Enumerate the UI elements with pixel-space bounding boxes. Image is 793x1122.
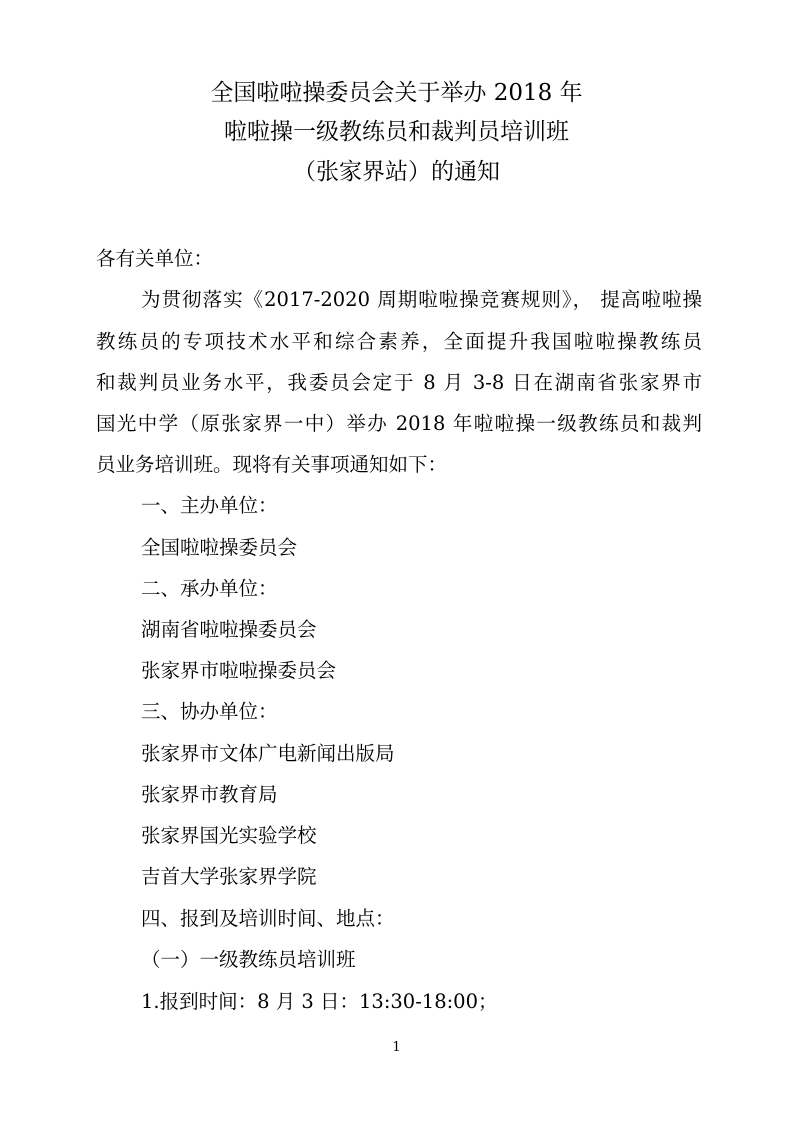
organizer-name: 全国啦啦操委员会 <box>141 536 298 559</box>
section-heading-schedule: 四、报到及培训时间、地点： <box>141 907 395 930</box>
body-paragraph-line-3: 和裁判员业务水平，我委员会定于 8 月 3-8 日在湖南省张家界市 <box>96 371 702 394</box>
co-organizer-name-2: 张家界市教育局 <box>141 783 278 806</box>
body-paragraph-line-5: 员业务培训班。现将有关事项通知如下： <box>96 453 448 476</box>
section-heading-host: 二、承办单位： <box>141 577 278 600</box>
body-paragraph-line-1: 为贯彻落实《2017-2020 周期啦啦操竞赛规则》， 提高啦啦操 <box>141 288 702 311</box>
host-name-1: 湖南省啦啦操委员会 <box>141 618 317 641</box>
body-paragraph-line-4: 国光中学（原张家界一中）举办 2018 年啦啦操一级教练员和裁判 <box>96 412 702 435</box>
host-name-2: 张家界市啦啦操委员会 <box>141 659 337 682</box>
co-organizer-name-4: 吉首大学张家界学院 <box>141 865 317 888</box>
co-organizer-name-1: 张家界市文体广电新闻出版局 <box>141 742 395 765</box>
subsection-coach-training: （一）一级教练员培训班 <box>141 948 356 971</box>
notice-title-line-3: （张家界站）的通知 <box>293 159 500 185</box>
salutation: 各有关单位： <box>96 247 214 270</box>
section-heading-organizer: 一、主办单位： <box>141 494 278 517</box>
notice-title-line-2: 啦啦操一级教练员和裁判员培训班 <box>224 119 569 145</box>
notice-title-line-1: 全国啦啦操委员会关于举办 2018 年 <box>210 80 583 106</box>
section-heading-co-organizer: 三、协办单位： <box>141 700 278 723</box>
body-paragraph-line-2: 教练员的专项技术水平和综合素养，全面提升我国啦啦操教练员 <box>96 330 702 353</box>
page-number: 1 <box>392 1040 401 1055</box>
co-organizer-name-3: 张家界国光实验学校 <box>141 824 317 847</box>
registration-time: 1.报到时间：8 月 3 日：13:30-18:00； <box>141 990 498 1013</box>
